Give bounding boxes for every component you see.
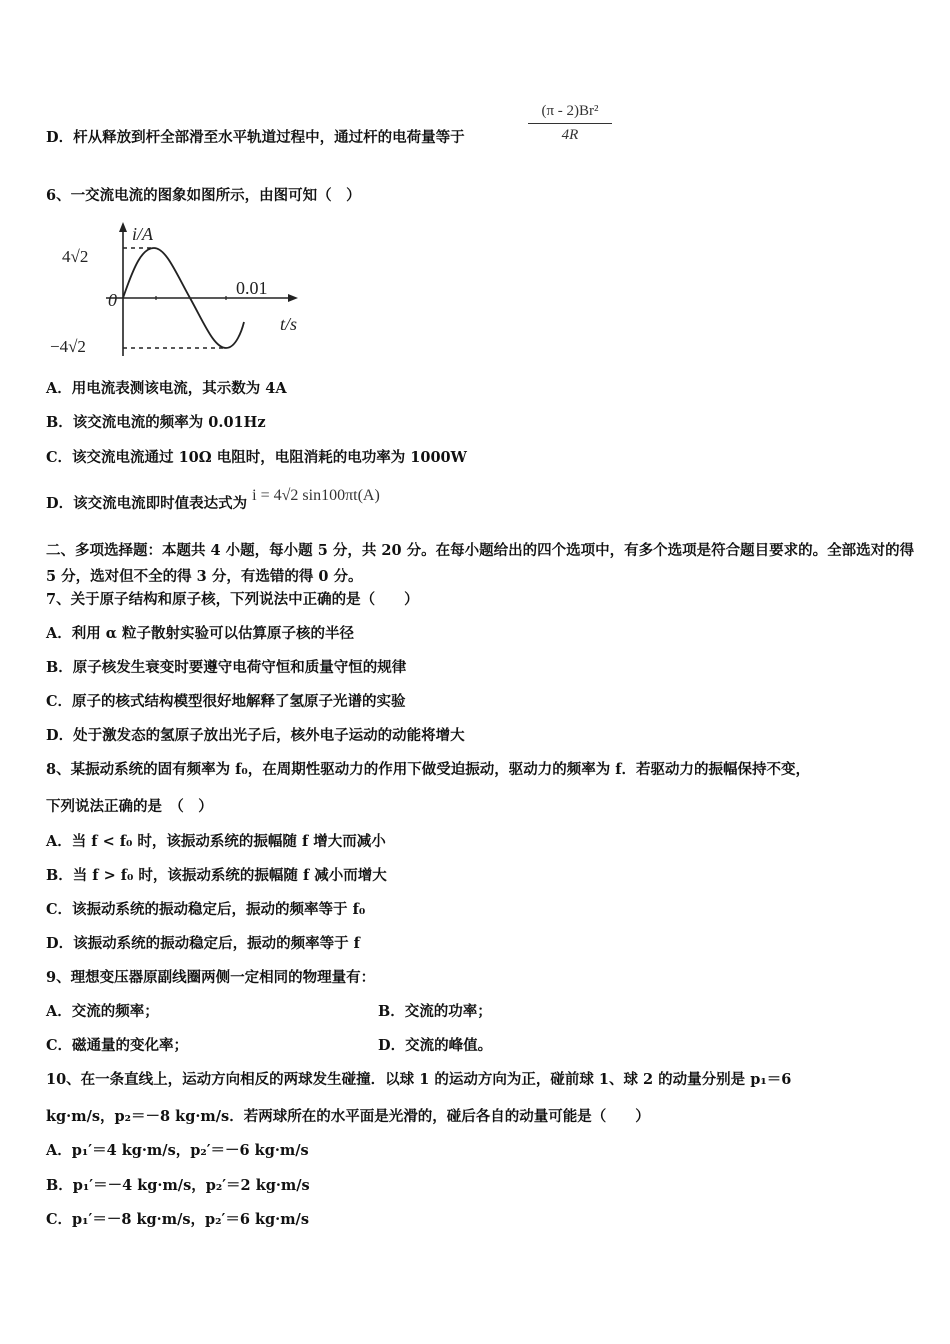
q9-option-b: B．交流的功率；	[378, 1003, 492, 1020]
q10-option-b: B．p₁′＝－4 kg·m/s，p₂′＝2 kg·m/s	[46, 1177, 310, 1194]
q5-option-d: D．杆从释放到杆全部滑至水平轨道过程中，通过杆的电荷量等于	[46, 129, 465, 146]
q8-option-d: D．该振动系统的振动稳定后，振动的频率等于 f	[46, 935, 360, 952]
q8-stem-line1: 8、某振动系统的固有频率为 f₀，在周期性驱动力的作用下做受迫振动，驱动力的频率为 f．若驱动力的振幅保持不变，	[46, 761, 811, 778]
q6-graph	[46, 218, 308, 360]
graph-max-label: 4√2	[62, 247, 89, 266]
q9-option-d: D．交流的峰值。	[378, 1037, 493, 1054]
q6-option-c: C．该交流电流通过 10Ω 电阻时，电阻消耗的电功率为 1000W	[46, 449, 467, 466]
q5-fraction-denominator: 4R	[561, 127, 579, 143]
q6-option-b: B．该交流电流的频率为 0.01Hz	[46, 414, 266, 431]
q8-option-b: B．当 f > f₀ 时，该振动系统的振幅随 f 减小而增大	[46, 867, 387, 884]
q7-option-d: D．处于激发态的氢原子放出光子后，核外电子运动的动能将增大	[46, 727, 465, 744]
q6-option-a: A．用电流表测该电流，其示数为 4A	[46, 380, 287, 397]
graph-x-label: t/s	[280, 314, 298, 334]
q9-option-c: C．磁通量的变化率；	[46, 1037, 189, 1054]
q5-fraction	[528, 103, 612, 144]
graph-min-label: −4√2	[50, 337, 86, 356]
q10-stem-line1: 10、在一条直线上，运动方向相反的两球发生碰撞．以球 1 的运动方向为正，碰前球 1、球 2 的动量分别是 p₁＝6	[46, 1071, 792, 1088]
q6-option-d	[46, 487, 380, 514]
q6-stem: 6、一交流电流的图象如图所示，由图可知（ ）	[46, 187, 361, 204]
q9-stem: 9、理想变压器原副线圈两侧一定相同的物理量有：	[46, 969, 376, 986]
q9-option-a: A．交流的频率；	[46, 1003, 159, 1020]
q8-option-c: C．该振动系统的振动稳定后，振动的频率等于 f₀	[46, 901, 366, 918]
section2-title: 二、多项选择题：本题共 4 小题，每小题 5 分，共 20 分。在每小题给出的四个选项中，有多个选项是符合题目要求的。全部选对的得 5 分，选对但不全的得 3 分，有选错的得 0 分。	[46, 542, 915, 585]
graph-t-label: 0.01	[236, 278, 268, 298]
q7-stem: 7、关于原子结构和原子核，下列说法中正确的是（ ）	[46, 591, 419, 608]
graph-origin-label: 0	[108, 290, 117, 310]
q10-stem-line2: kg·m/s，p₂＝－8 kg·m/s．若两球所在的水平面是光滑的，碰后各自的动量可能是（ ）	[46, 1108, 650, 1125]
q10-option-c: C．p₁′＝－8 kg·m/s，p₂′＝6 kg·m/s	[46, 1211, 310, 1228]
q6-option-d-formula: i = 4√2 sin100πt(A)	[252, 487, 380, 504]
q5-fraction-numerator: (π - 2)Br²	[528, 103, 612, 124]
q8-stem-line2: 下列说法正确的是 （ ）	[46, 798, 213, 815]
q6-option-d-text: D．该交流电流即时值表达式为	[46, 495, 248, 512]
q7-option-b: B．原子核发生衰变时要遵守电荷守恒和质量守恒的规律	[46, 659, 407, 676]
q8-option-a: A．当 f < f₀ 时，该振动系统的振幅随 f 增大而减小	[46, 833, 386, 850]
graph-y-label: i/A	[132, 224, 153, 244]
q7-option-c: C．原子的核式结构模型很好地解释了氢原子光谱的实验	[46, 693, 406, 710]
q10-option-a: A．p₁′＝4 kg·m/s，p₂′＝－6 kg·m/s	[46, 1142, 309, 1159]
q7-option-a: A．利用 α 粒子散射实验可以估算原子核的半径	[46, 625, 355, 642]
